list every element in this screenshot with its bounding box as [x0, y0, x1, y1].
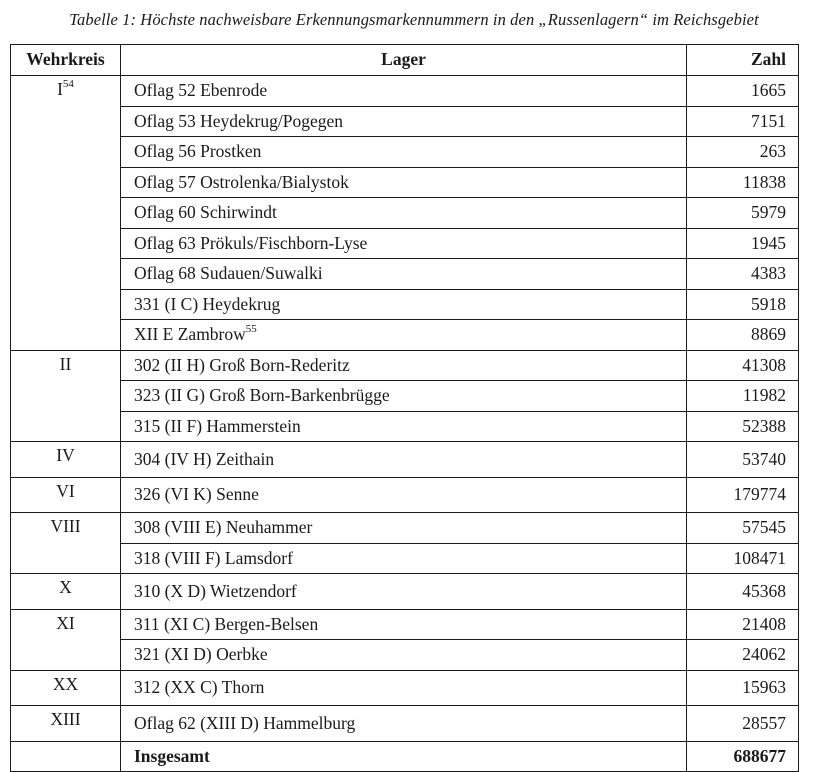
table-row	[11, 320, 799, 351]
table-row	[11, 76, 799, 107]
wehrkreis-cell	[11, 706, 121, 742]
table-header-row	[11, 45, 799, 76]
lager-cell	[121, 350, 687, 381]
footnote-ref: 55	[245, 323, 257, 335]
table-row	[11, 442, 799, 478]
wehrkreis-value: IV	[56, 445, 75, 465]
table-caption: Tabelle 1: Höchste nachweisbare Erkennungsmarkennummern in den „Russenlagern“ im Reichsgebiet	[69, 10, 759, 29]
lager-name: Oflag 53 Heydekrug/Pogegen	[134, 110, 343, 131]
zahl-cell: 57545	[687, 513, 799, 544]
zahl-cell: 8869	[687, 320, 799, 351]
wehrkreis-cell	[11, 76, 121, 351]
zahl-cell: 4383	[687, 259, 799, 290]
total-value: 688677	[687, 741, 799, 772]
lager-cell	[121, 574, 687, 610]
lager-name: 323 (II G) Groß Born-Barkenbrügge	[134, 385, 390, 405]
table-row	[11, 543, 799, 574]
lager-cell	[121, 442, 687, 478]
zahl-cell: 53740	[687, 442, 799, 478]
lager-name: 304 (IV H) Zeithain	[134, 448, 275, 469]
table-row	[11, 228, 799, 259]
header-wehrkreis: Wehrkreis	[11, 45, 121, 76]
zahl-cell: 24062	[687, 640, 799, 671]
lager-cell	[121, 167, 687, 198]
wehrkreis-value: XI	[56, 612, 75, 633]
data-table	[10, 44, 799, 772]
total-label: Insgesamt	[121, 741, 687, 772]
zahl-cell: 28557	[687, 706, 799, 742]
zahl-cell: 45368	[687, 574, 799, 610]
lager-cell	[121, 411, 687, 442]
wehrkreis-value: I	[57, 79, 63, 99]
header-lager: Lager	[121, 45, 687, 76]
lager-cell	[121, 381, 687, 412]
table-row	[11, 198, 799, 229]
table-row	[11, 640, 799, 671]
lager-name: 302 (II H) Groß Born-Rederitz	[134, 354, 350, 375]
zahl-cell: 5918	[687, 289, 799, 320]
zahl-cell: 52388	[687, 411, 799, 442]
lager-name: 315 (II F) Hammerstein	[134, 415, 301, 436]
lager-name: 326 (VI K) Senne	[134, 484, 259, 504]
lager-cell	[121, 228, 687, 259]
wehrkreis-value: X	[59, 577, 72, 597]
lager-cell	[121, 76, 687, 107]
lager-cell	[121, 513, 687, 544]
lager-name: XII E Zambrow	[134, 324, 246, 344]
lager-name: Oflag 63 Prökuls/Fischborn-Lyse	[134, 232, 368, 253]
table-row	[11, 350, 799, 381]
lager-cell	[121, 198, 687, 229]
lager-name: 321 (XI D) Oerbke	[134, 644, 268, 664]
lager-name: Oflag 56 Prostken	[134, 141, 262, 161]
table-row	[11, 259, 799, 290]
lager-name: 312 (XX C) Thorn	[134, 677, 265, 697]
table-row	[11, 574, 799, 610]
zahl-cell: 5979	[687, 198, 799, 229]
lager-cell	[121, 640, 687, 671]
footnote-ref: 54	[62, 78, 74, 90]
lager-cell	[121, 670, 687, 706]
lager-cell	[121, 137, 687, 168]
table-row	[11, 411, 799, 442]
wehrkreis-cell	[11, 513, 121, 574]
total-empty-cell	[11, 741, 121, 772]
wehrkreis-cell	[11, 670, 121, 706]
lager-cell	[121, 289, 687, 320]
table-row	[11, 706, 799, 742]
zahl-cell: 21408	[687, 609, 799, 640]
lager-name: Oflag 57 Ostrolenka/Bialystok	[134, 171, 349, 192]
wehrkreis-value: VI	[56, 480, 75, 501]
wehrkreis-cell	[11, 574, 121, 610]
table-row	[11, 670, 799, 706]
wehrkreis-value: II	[59, 353, 72, 374]
table-row	[11, 477, 799, 513]
lager-cell	[121, 320, 687, 351]
table-row	[11, 106, 799, 137]
zahl-cell: 108471	[687, 543, 799, 574]
wehrkreis-value: XIII	[50, 709, 81, 729]
lager-name: Oflag 52 Ebenrode	[134, 80, 268, 100]
zahl-cell: 11982	[687, 381, 799, 412]
lager-name: Oflag 62 (XIII D) Hammelburg	[134, 712, 356, 733]
wehrkreis-cell	[11, 477, 121, 513]
table-row	[11, 137, 799, 168]
header-zahl: Zahl	[687, 45, 799, 76]
lager-cell	[121, 609, 687, 640]
lager-name: 310 (X D) Wietzendorf	[134, 580, 297, 601]
zahl-cell: 179774	[687, 477, 799, 513]
lager-name: 311 (XI C) Bergen-Belsen	[134, 613, 319, 634]
table-row	[11, 513, 799, 544]
lager-name: 308 (VIII E) Neuhammer	[134, 517, 313, 537]
zahl-cell: 11838	[687, 167, 799, 198]
lager-cell	[121, 106, 687, 137]
wehrkreis-cell	[11, 442, 121, 478]
wehrkreis-value: XX	[52, 673, 79, 694]
wehrkreis-cell	[11, 350, 121, 442]
table-body	[11, 76, 799, 742]
zahl-cell: 263	[687, 137, 799, 168]
zahl-cell: 1945	[687, 228, 799, 259]
table-row	[11, 381, 799, 412]
total-row	[11, 741, 799, 772]
lager-name: 331 (I C) Heydekrug	[134, 293, 281, 314]
zahl-cell: 15963	[687, 670, 799, 706]
wehrkreis-value: VIII	[50, 516, 81, 536]
wehrkreis-cell	[11, 609, 121, 670]
table-row	[11, 167, 799, 198]
zahl-cell: 1665	[687, 76, 799, 107]
lager-name: 318 (VIII F) Lamsdorf	[134, 547, 293, 568]
table-row	[11, 289, 799, 320]
table-row	[11, 609, 799, 640]
zahl-cell: 41308	[687, 350, 799, 381]
lager-cell	[121, 543, 687, 574]
lager-name: Oflag 68 Sudauen/Suwalki	[134, 263, 323, 283]
lager-cell	[121, 259, 687, 290]
lager-cell	[121, 706, 687, 742]
zahl-cell: 7151	[687, 106, 799, 137]
lager-name: Oflag 60 Schirwindt	[134, 202, 277, 222]
lager-cell	[121, 477, 687, 513]
